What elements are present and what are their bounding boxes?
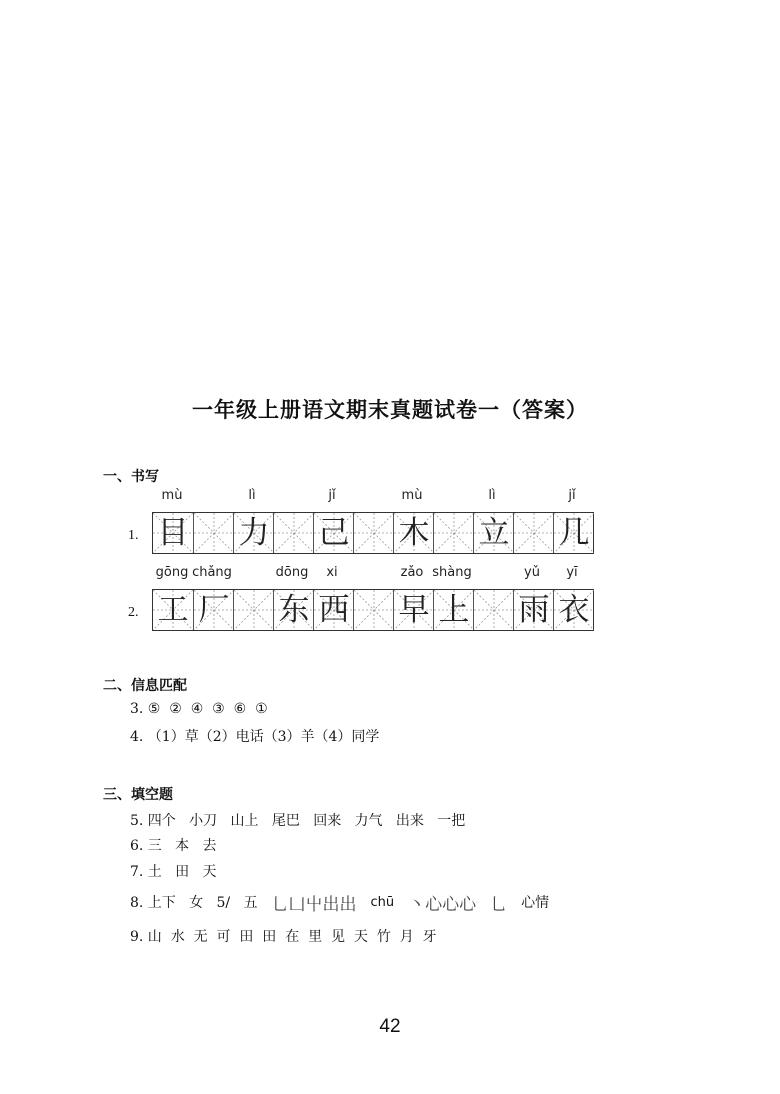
section-heading-writing: 一、书写 [103,469,159,485]
pinyin-label: dōng [275,565,309,580]
grid-character: 力 [238,515,270,551]
grid-character: 己 [318,515,350,551]
grid-cell [553,513,593,553]
grid-guide-lines [514,513,554,553]
character-grid-1 [152,512,594,554]
grid-character: 木 [398,515,430,551]
grid-cell [513,590,553,630]
grid-guide-lines [194,513,234,553]
grid-cell [233,590,273,630]
grid-cell [433,590,473,630]
grid-cell [153,590,193,630]
item-number-1: 1. [128,528,139,543]
grid-character: 上 [438,592,470,628]
grid-character: 工 [157,592,189,628]
grid-guide-lines [474,590,514,630]
grid-cell [513,513,553,553]
grid-cell [473,513,513,553]
grid-cell [193,590,233,630]
answer-line-7: 7. 土 田 天 [130,864,217,880]
grid-guide-lines [274,513,314,553]
grid-character: 雨 [518,592,550,628]
grid-guide-lines [354,590,394,630]
grid-cell [313,513,353,553]
answer-line-3: 3. ⑤ ② ④ ③ ⑥ ① [130,701,268,717]
grid-cell [353,513,393,553]
grid-character: 早 [398,592,430,628]
pinyin-label: shàng [432,565,472,580]
grid-cell [193,513,233,553]
pinyin-label: gōng [155,565,189,580]
grid-guide-lines [234,590,274,630]
pinyin-label: chǎng [192,565,232,580]
pinyin-label: zǎo [400,565,424,580]
grid-cell [313,590,353,630]
answer-line-5: 5. 四个 小刀 山上 尾巴 回来 力气 出来 一把 [130,813,466,829]
grid-character: 衣 [558,592,590,628]
page-title: 一年级上册语文期末真题试卷一（答案） [192,398,588,422]
page-number: 42 [379,1016,401,1037]
grid-character: 几 [558,515,590,551]
answer-line-9: 9. 山 水 无 可 田 田 在 里 见 天 竹 月 牙 [130,929,437,945]
stroke-order-xin: 丶心心心 [408,894,477,915]
stroke-order-xin-last: 乚 [490,894,508,915]
grid-character: 东 [278,592,310,628]
grid-cell [233,513,273,553]
pinyin-label: yǔ [524,565,540,580]
line8-pinyin: chū [370,894,395,910]
pinyin-row-2 [152,565,632,585]
grid-cell [553,590,593,630]
character-grid-2 [152,589,594,631]
pinyin-label: jǐ [328,488,336,503]
grid-cell [393,590,433,630]
grid-character: 立 [478,515,510,551]
answer-line-8 [130,890,549,914]
item-number-2: 2. [128,605,139,620]
pinyin-label: yī [566,565,578,580]
pinyin-row-1 [152,488,632,508]
section-heading-fill-blank: 三、填空题 [103,787,173,803]
grid-character: 目 [157,515,189,551]
grid-cell [273,590,313,630]
grid-character: 厂 [198,592,230,628]
section-heading-matching: 二、信息匹配 [103,678,187,694]
pinyin-label: xi [326,565,338,580]
grid-cell [393,513,433,553]
writing-row-2 [0,565,780,645]
grid-guide-lines [434,513,474,553]
pinyin-label: mù [401,488,423,503]
grid-cell [433,513,473,553]
pinyin-label: lì [488,488,496,503]
writing-row-1 [0,488,780,568]
pinyin-label: mù [161,488,183,503]
pinyin-label: lì [248,488,256,503]
grid-cell [273,513,313,553]
grid-cell [473,590,513,630]
grid-guide-lines [354,513,394,553]
line8-prefix: 8. 上下 女 5/ 五 [130,895,258,911]
pinyin-label: jǐ [568,488,576,503]
grid-cell [353,590,393,630]
line8-suffix: 心情 [521,895,550,911]
stroke-order-chu: 乚凵屮出出 [271,894,357,915]
grid-character: 西 [318,592,350,628]
answer-line-6: 6. 三 本 去 [130,838,217,854]
answer-line-4: 4. （1）草（2）电话（3）羊（4）同学 [130,729,380,745]
grid-cell [153,513,193,553]
